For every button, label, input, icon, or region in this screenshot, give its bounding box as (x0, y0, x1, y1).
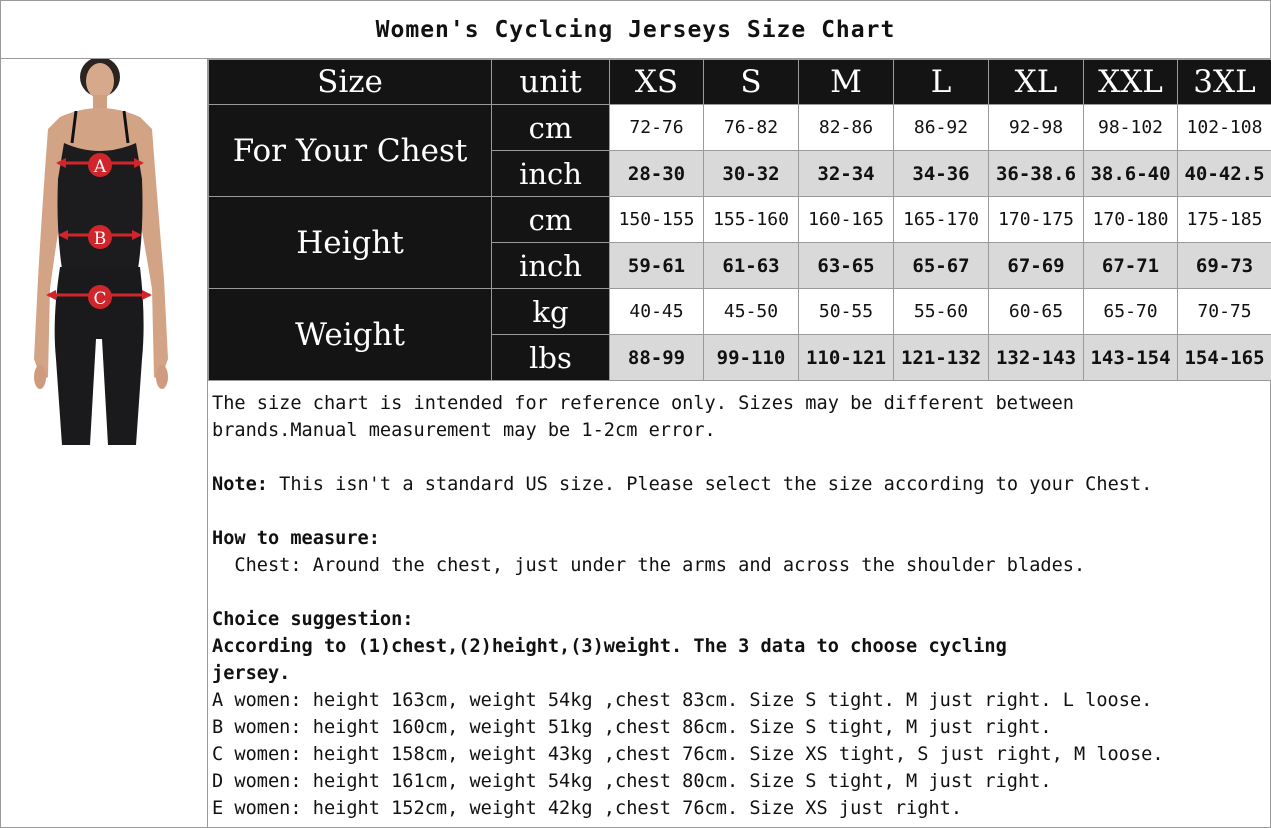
chest-cm-row (209, 105, 1271, 151)
notes-section (212, 390, 1262, 822)
height-cm-row (209, 197, 1271, 243)
table-cell: 160-165 (799, 197, 894, 243)
table-cell: 70-75 (1178, 289, 1271, 335)
disclaimer-line: brands.Manual measurement may be 1-2cm error. (212, 420, 716, 441)
table-cell: 99-110 (704, 335, 799, 381)
size-col-header: S (704, 60, 799, 105)
svg-text:B: B (93, 229, 107, 249)
page-title: Women's Cyclcing Jerseys Size Chart (0, 0, 1271, 59)
table-cell: 45-50 (704, 289, 799, 335)
table-cell: 36-38.6 (989, 151, 1084, 197)
example-line: E women: height 152cm, weight 42kg ,chest 76cm. Size XS just right. (212, 798, 963, 819)
how-to-measure-heading: How to measure: (212, 528, 380, 549)
table-cell: 40-45 (610, 289, 704, 335)
choice-suggestion-line: jersey. (212, 663, 291, 684)
table-cell: 28-30 (610, 151, 704, 197)
table-cell: 110-121 (799, 335, 894, 381)
svg-text:A: A (93, 157, 107, 177)
size-col-header: L (894, 60, 989, 105)
unit-cell: inch (492, 243, 610, 289)
unit-cell: inch (492, 151, 610, 197)
unit-cell: cm (492, 197, 610, 243)
size-col-header: XXL (1084, 60, 1178, 105)
size-header-row (209, 60, 1271, 105)
size-col-header: XL (989, 60, 1084, 105)
example-line: C women: height 158cm, weight 43kg ,chest 76cm. Size XS tight, S just right, M loose. (212, 744, 1164, 765)
table-cell: 175-185 (1178, 197, 1271, 243)
table-cell: 32-34 (799, 151, 894, 197)
size-chart-table (208, 59, 1271, 381)
example-line: D women: height 161cm, weight 54kg ,chest 80cm. Size S tight, M just right. (212, 771, 1052, 792)
table-cell: 165-170 (894, 197, 989, 243)
table-cell: 98-102 (1084, 105, 1178, 151)
table-cell: 86-92 (894, 105, 989, 151)
unit-cell: lbs (492, 335, 610, 381)
table-cell: 67-69 (989, 243, 1084, 289)
table-cell: 30-32 (704, 151, 799, 197)
table-cell: 121-132 (894, 335, 989, 381)
size-header: Size (209, 60, 492, 105)
table-cell: 40-42.5 (1178, 151, 1271, 197)
example-line: B women: height 160cm, weight 51kg ,chest 86cm. Size S tight, M just right. (212, 717, 1052, 738)
how-to-measure-text: Chest: Around the chest, just under the arms and across the shoulder blades. (212, 555, 1086, 576)
table-cell: 155-160 (704, 197, 799, 243)
table-cell: 154-165 (1178, 335, 1271, 381)
table-cell: 132-143 (989, 335, 1084, 381)
chest-label: For Your Chest (209, 105, 492, 197)
table-cell: 92-98 (989, 105, 1084, 151)
model-figure (24, 59, 184, 449)
disclaimer-line: The size chart is intended for reference only. Sizes may be different between (212, 393, 1074, 414)
table-cell: 50-55 (799, 289, 894, 335)
table-cell: 170-180 (1084, 197, 1178, 243)
note-line (212, 471, 1262, 498)
table-cell: 72-76 (610, 105, 704, 151)
size-col-header: M (799, 60, 894, 105)
table-cell: 69-73 (1178, 243, 1271, 289)
unit-cell: kg (492, 289, 610, 335)
note-label: Note: (212, 474, 268, 495)
table-cell: 150-155 (610, 197, 704, 243)
weight-label: Weight (209, 289, 492, 381)
choice-suggestion-heading: Choice suggestion: (212, 609, 414, 630)
table-cell: 38.6-40 (1084, 151, 1178, 197)
marker-c (88, 285, 112, 309)
table-cell: 59-61 (610, 243, 704, 289)
table-cell: 76-82 (704, 105, 799, 151)
table-cell: 102-108 (1178, 105, 1271, 151)
table-cell: 34-36 (894, 151, 989, 197)
unit-cell: cm (492, 105, 610, 151)
table-cell: 82-86 (799, 105, 894, 151)
table-cell: 63-65 (799, 243, 894, 289)
unit-header: unit (492, 60, 610, 105)
table-cell: 60-65 (989, 289, 1084, 335)
table-cell: 65-67 (894, 243, 989, 289)
table-cell: 65-70 (1084, 289, 1178, 335)
weight-kg-row (209, 289, 1271, 335)
model-figure-panel (0, 59, 208, 828)
table-cell: 67-71 (1084, 243, 1178, 289)
table-cell: 143-154 (1084, 335, 1178, 381)
size-col-header: XS (610, 60, 704, 105)
marker-b (88, 225, 112, 249)
size-col-header: 3XL (1178, 60, 1271, 105)
marker-a (88, 153, 112, 177)
note-text: This isn't a standard US size. Please select the size according to your Chest. (267, 474, 1153, 495)
example-line: A women: height 163cm, weight 54kg ,chest 83cm. Size S tight. M just right. L loose. (212, 690, 1153, 711)
table-cell: 61-63 (704, 243, 799, 289)
height-label: Height (209, 197, 492, 289)
table-cell: 88-99 (610, 335, 704, 381)
choice-suggestion-line: According to (1)chest,(2)height,(3)weight. The 3 data to choose cycling (212, 636, 1007, 657)
table-cell: 170-175 (989, 197, 1084, 243)
table-cell: 55-60 (894, 289, 989, 335)
svg-text:C: C (93, 289, 107, 309)
